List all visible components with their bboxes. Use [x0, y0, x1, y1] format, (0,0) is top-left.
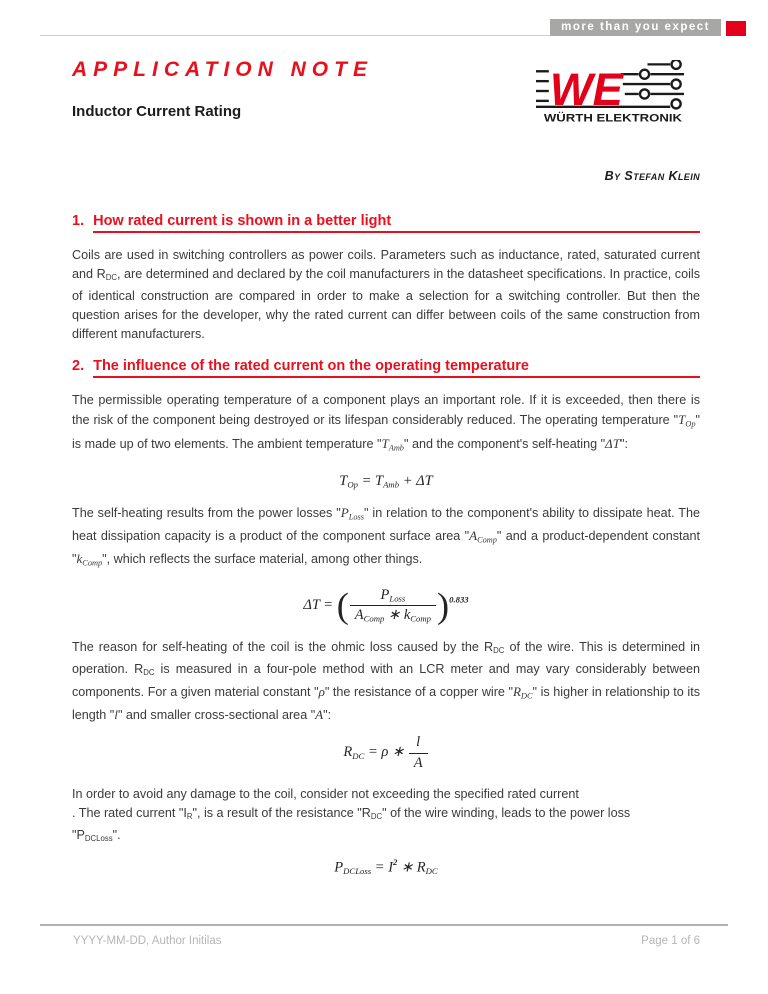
section-1-paragraph: Coils are used in switching controllers as power coils. Parameters such as inductance, rated, saturated current and RDC, are determined and declared by the coil manufacturers in the datasheet specifications. In practice, coils of identical construction are compared in order to make a selection for a switching controller. But then the question arises for the developer, why the rated current can differ between coils of the same construction from different manufacturers. — [72, 248, 701, 342]
self-heating-paragraph: The self-heating results from the power losses "PLoss" in relation to the component's ability to dissipate heat. The heat dissipation capacity is a product of the component surface area "AComp" and a product-dependent constant "kComp", which reflects the surface material, among other things. — [72, 504, 701, 568]
operating-temperature-paragraph: The permissible operating temperature of a component plays an important role. If it is exceeded, then there is the risk of the component being destroyed or its lifespan considerably reduced. The operating temperature "TOp" is made up of two elements. The ambient temperature "TAmb" and the component's self-heating "ΔT": — [72, 393, 700, 452]
wuerth-elektronik-logo — [536, 60, 684, 124]
header-rule — [40, 21, 550, 36]
logo-monogram: WE — [549, 63, 623, 115]
formula-rdc: RDC = ρ ∗ $\frac{l}{A}$ — [72, 734, 700, 772]
section-1-heading — [72, 213, 700, 233]
section-2-number: 2. — [72, 358, 85, 375]
formula-operating-temperature: TOp = TAmb + ΔT — [339, 472, 433, 490]
formula-delta-t: ΔT = ( $\frac{\text{PLoss}}{\text{AComp ∗ kComp}}$ )$^{0.833}$ — [303, 585, 469, 626]
section-2-title-rule — [93, 358, 700, 378]
footer-date-author: YYYY-MM-DD, Author Initilas — [73, 935, 222, 947]
logo-wordmark: WÜRTH ELEKTRONIK — [543, 112, 658, 124]
brand-red-square — [726, 21, 746, 36]
section-1-title: How rated current is shown in a better light — [93, 213, 392, 229]
formula-power-loss: PDCLoss = $I^2$ ∗ RDC — [334, 857, 438, 877]
author-byline: By Stefan Klein — [604, 169, 700, 183]
section-2-heading — [72, 358, 700, 378]
section-1-number: 1. — [72, 213, 85, 229]
doc-type-title: APPLICATION NOTE — [72, 58, 373, 81]
footer-row — [40, 926, 728, 947]
rated-current-paragraph: In order to avoid any damage to the coil, consider not exceeding the specified rated current . The rated current "IR", is a result of the resistance "RDC" of the wire winding, leads to the power loss "PDCLoss". — [72, 787, 631, 844]
section-2-rule-gap — [529, 358, 538, 374]
section-2-title: The influence of the rated current on the operating temperature — [93, 358, 529, 375]
tagline-banner: more than you expect — [550, 19, 721, 36]
footer-page-number: Page 1 of 6 — [641, 935, 700, 947]
rdc-paragraph: The reason for self-heating of the coil is the ohmic loss caused by the RDC of the wire. This is determined in operation. RDC is measured in a four-pole method with an LCR meter and may vary considerably between components. For a given material constant "ρ" the resistance of a copper wire "RDC" is higher in relationship to its length "l" and smaller cross-sectional area "A": — [72, 639, 701, 723]
section-1-title-rule — [93, 213, 700, 233]
logo-graphic — [536, 60, 684, 124]
top-banner-row — [40, 19, 746, 36]
page-footer — [40, 924, 728, 947]
doc-title: Inductor Current Rating — [72, 103, 242, 120]
